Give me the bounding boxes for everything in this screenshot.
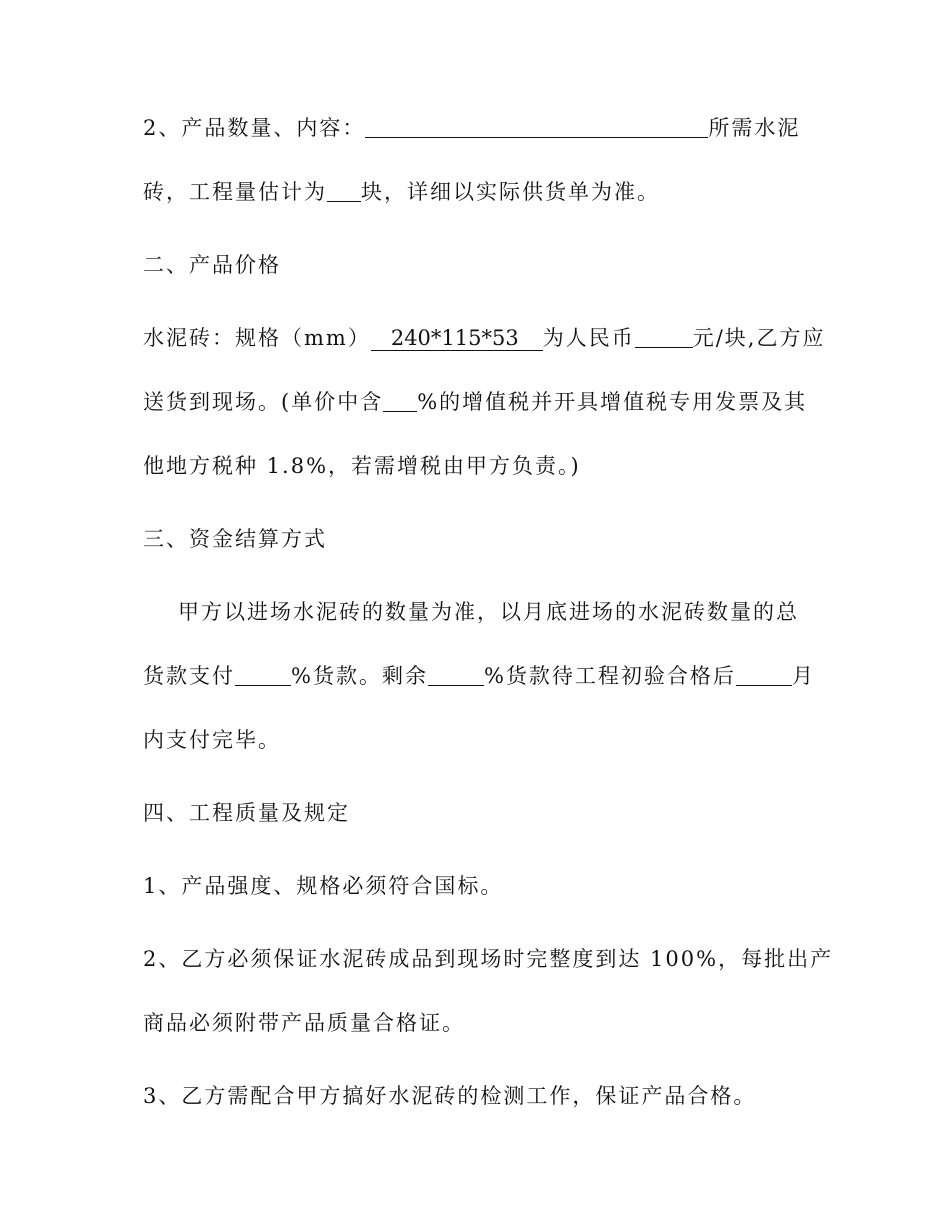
text: 砖，工程量估计为 — [143, 180, 327, 204]
section-title: 四、工程质量及规定 — [143, 801, 350, 825]
blank-unit-price[interactable] — [635, 325, 693, 348]
section-heading-settlement — [143, 525, 823, 553]
text: %货款待工程初验合格后 — [483, 664, 736, 688]
line-estimate — [143, 178, 823, 206]
line-quality-2-cont — [143, 1009, 823, 1037]
text: 所需水泥 — [708, 116, 801, 140]
line-payment-complete — [143, 726, 823, 754]
line-quality-3 — [143, 1082, 823, 1110]
section-heading-quality — [143, 799, 823, 827]
line-quality-1 — [143, 872, 823, 900]
text: 月 — [791, 664, 815, 688]
spec-value: 240*115*53 — [371, 326, 543, 351]
text: 2、乙方必须保证水泥砖成品到现场时完整度到达 100%，每批出产 — [143, 947, 834, 971]
blank-first-payment-percent[interactable] — [235, 663, 291, 686]
text: 他地方税种 1.8%，若需增税由甲方负责。) — [143, 454, 581, 478]
blank-remaining-percent[interactable] — [428, 663, 484, 686]
text: %货款。剩余 — [291, 664, 428, 688]
line-vat — [143, 388, 823, 416]
text: 3、乙方需配合甲方搞好水泥砖的检测工作，保证产品合格。 — [143, 1084, 757, 1108]
text: 水泥砖：规格（mm） — [143, 326, 371, 350]
line-settlement-basis — [178, 598, 858, 626]
section-title: 二、产品价格 — [143, 253, 281, 277]
section-title: 三、资金结算方式 — [143, 527, 327, 551]
text: 内支付完毕。 — [143, 728, 281, 752]
blank-product-content[interactable] — [365, 115, 708, 138]
text: 2、产品数量、内容： — [143, 116, 366, 140]
text: 1、产品强度、规格必须符合国标。 — [143, 874, 504, 898]
line-product-quantity — [143, 114, 823, 142]
text: 元/块,乙方应 — [692, 326, 826, 350]
text: 为人民币 — [542, 326, 635, 350]
text: 块，详细以实际供货单为准。 — [361, 180, 660, 204]
text: 商品必须附带产品质量合格证。 — [143, 1011, 465, 1035]
text: %的增值税并开具增值税专用发票及其 — [417, 390, 808, 414]
line-quality-2 — [143, 945, 834, 973]
blank-vat-rate[interactable] — [383, 389, 417, 412]
line-payment-terms — [143, 662, 823, 690]
blank-months[interactable] — [736, 663, 792, 686]
text: 甲方以进场水泥砖的数量为准，以月底进场的水泥砖数量的总 — [178, 600, 799, 624]
text: 货款支付 — [143, 664, 235, 688]
text: 送货到现场。(单价中含 — [143, 390, 384, 414]
section-heading-price — [143, 251, 823, 279]
line-other-tax — [143, 452, 823, 480]
line-spec-price — [143, 324, 826, 352]
blank-estimate-quantity[interactable] — [327, 179, 361, 202]
